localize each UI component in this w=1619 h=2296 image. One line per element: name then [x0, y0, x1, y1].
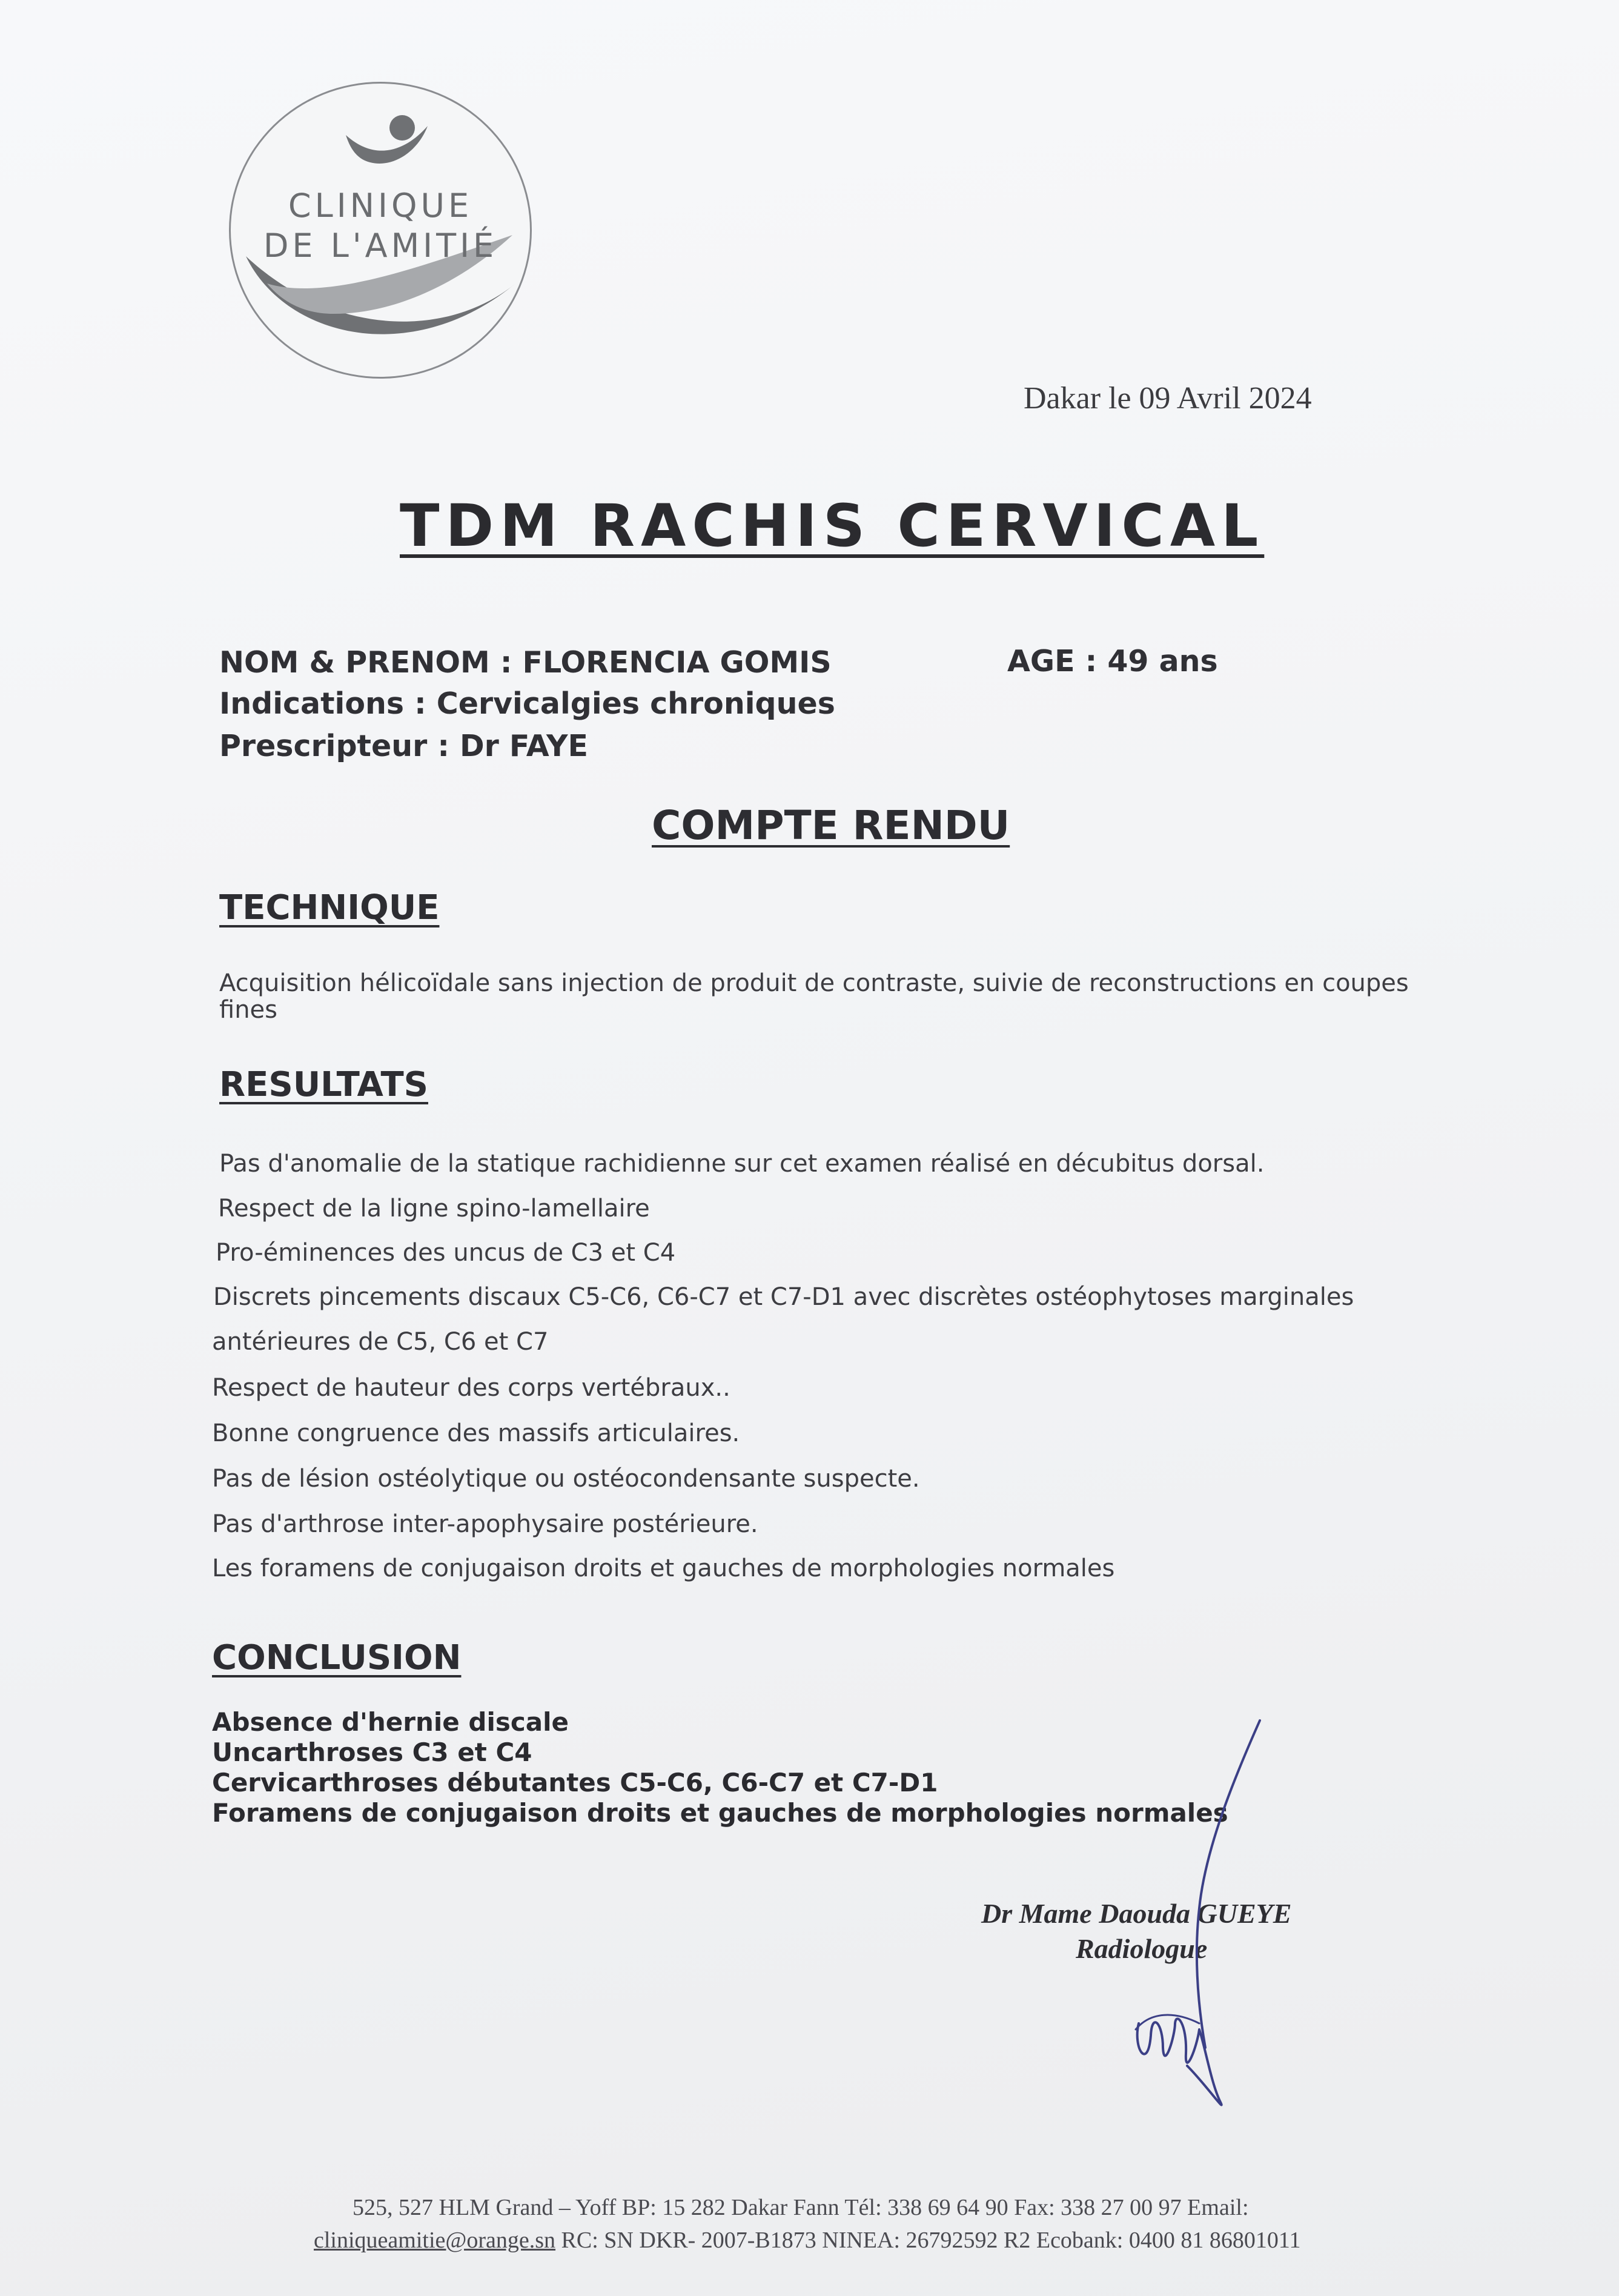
logo-text-line2: DE L'AMITIÉ [263, 227, 498, 265]
technique-heading: TECHNIQUE [219, 888, 440, 927]
signatory-role: Radiologue [1076, 1933, 1208, 1964]
conclusion-line: Absence d'hernie discale [212, 1707, 569, 1737]
conclusion-line: Foramens de conjugaison droits et gauches de morphologies normales [212, 1798, 1228, 1828]
patient-indications: Indications : Cervicalgies chroniques [219, 686, 835, 721]
patient-prescripteur: Prescripteur : Dr FAYE [219, 729, 588, 763]
handwritten-signature [1114, 1708, 1272, 2169]
document-title: TDM RACHIS CERVICAL [400, 492, 1265, 560]
patient-name: NOM & PRENOM : FLORENCIA GOMIS [219, 645, 832, 680]
conclusion-line: Uncarthroses C3 et C4 [212, 1737, 532, 1767]
technique-line-1: Acquisition hélicoïdale sans injection de produit de contraste, suivie de reconstructions en coupes [219, 969, 1409, 997]
footer-registration-text: RC: SN DKR- 2007-B1873 NINEA: 26792592 R2 Ecobank: 0400 81 86801011 [555, 2228, 1301, 2253]
resultats-heading: RESULTATS [219, 1065, 428, 1104]
resultats-line: Respect de la ligne spino-lamellaire [218, 1195, 650, 1223]
footer-address-line: 525, 527 HLM Grand – Yoff BP: 15 282 Dakar Fann Tél: 338 69 64 90 Fax: 338 27 00 97 Email: [353, 2195, 1249, 2220]
clinic-logo [229, 82, 532, 379]
footer-email-link[interactable]: cliniqueamitie@orange.sn [314, 2228, 556, 2253]
document-date: Dakar le 09 Avril 2024 [1024, 381, 1312, 416]
conclusion-line: Cervicarthroses débutantes C5-C6, C6-C7 et C7-D1 [212, 1768, 938, 1797]
resultats-line: Pas d'arthrose inter-apophysaire postérieure. [212, 1510, 758, 1538]
patient-age: AGE : 49 ans [1007, 644, 1218, 679]
resultats-line: Pas de lésion ostéolytique ou ostéocondensante suspecte. [212, 1465, 920, 1493]
resultats-line: Respect de hauteur des corps vertébraux.. [212, 1374, 730, 1402]
resultats-line: antérieures de C5, C6 et C7 [212, 1328, 549, 1356]
footer-registration-line [314, 2227, 1300, 2254]
conclusion-heading: CONCLUSION [212, 1638, 462, 1677]
resultats-line: Pro-éminences des uncus de C3 et C4 [216, 1239, 676, 1267]
report-title: COMPTE RENDU [652, 802, 1010, 849]
technique-line-2: fines [219, 996, 277, 1024]
resultats-line: Les foramens de conjugaison droits et gauches de morphologies normales [212, 1554, 1115, 1582]
resultats-line: Bonne congruence des massifs articulaires. [212, 1419, 740, 1447]
logo-text-line1: CLINIQUE [288, 187, 473, 225]
resultats-line: Discrets pincements discaux C5-C6, C6-C7 et C7-D1 avec discrètes ostéophytoses marginales [213, 1283, 1354, 1311]
resultats-line: Pas d'anomalie de la statique rachidienne sur cet examen réalisé en décubitus dorsal. [219, 1150, 1265, 1178]
signatory-name: Dr Mame Daouda GUEYE [981, 1898, 1292, 1929]
